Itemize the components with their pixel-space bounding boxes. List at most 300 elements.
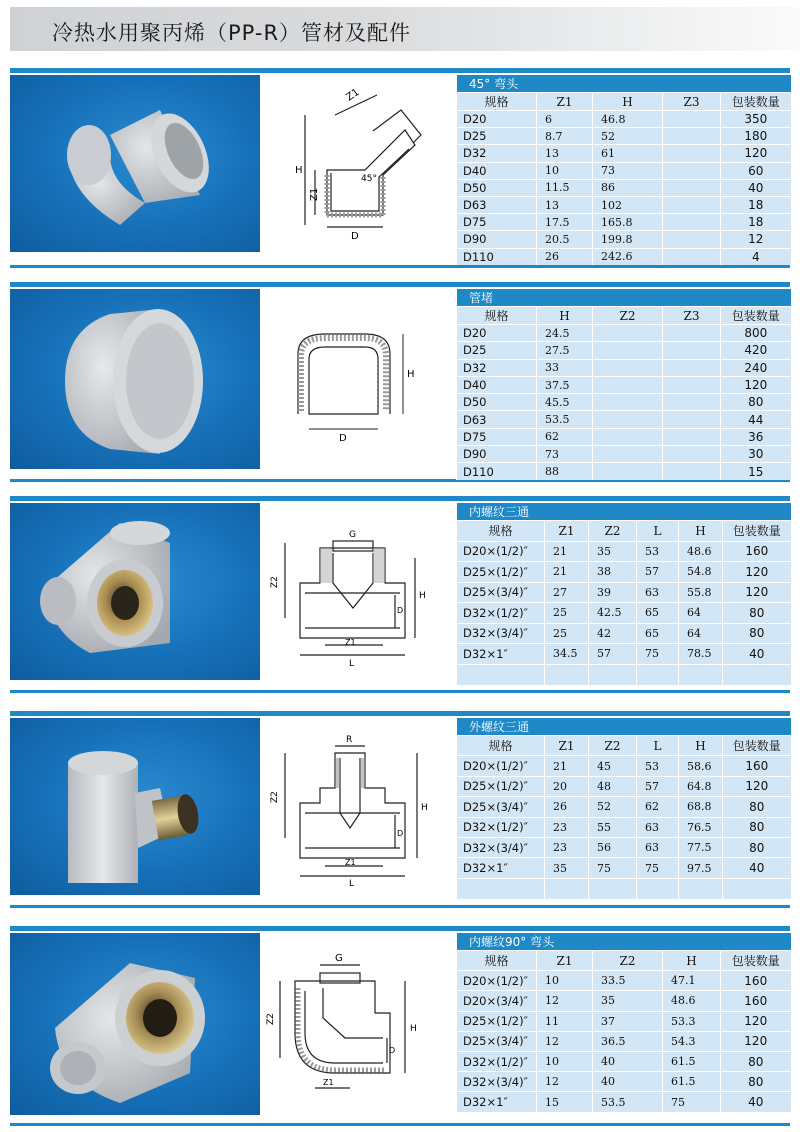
spec-size-cell: D50 — [457, 394, 537, 411]
spec-size-cell: D20 — [457, 111, 537, 128]
package-qty-cell: 60 — [721, 162, 791, 179]
column-header: 包装数量 — [721, 307, 791, 325]
dimension-cell: 73 — [593, 162, 663, 179]
table-header-row — [457, 521, 791, 542]
spec-size-cell: D25×(1/2)″ — [457, 1011, 537, 1031]
section-top-bar — [10, 68, 790, 73]
drawing-label-r: R — [346, 735, 353, 745]
dimension-cell: 165.8 — [593, 214, 663, 231]
package-qty-cell: 120 — [721, 1011, 791, 1031]
column-header: Z2 — [589, 736, 637, 756]
dimension-cell — [593, 376, 663, 393]
spec-size-cell: D110 — [457, 463, 537, 480]
spec-size-cell: D75 — [457, 428, 537, 445]
product-photo-male-thread-tee — [10, 718, 260, 895]
table-title: 内螺纹90° 弯头 — [457, 933, 791, 951]
package-qty-cell: 80 — [723, 623, 791, 644]
spec-size-cell: D25×(1/2)″ — [457, 562, 545, 583]
dimension-cell — [593, 325, 663, 342]
female-thread-tee-photo-icon — [10, 503, 260, 680]
technical-drawing-45-elbow — [265, 75, 455, 252]
spec-size-cell: D32×(1/2)″ — [457, 817, 545, 837]
package-qty-cell: 80 — [723, 603, 791, 624]
dimension-cell — [593, 359, 663, 376]
dimension-cell: 8.7 — [537, 128, 593, 145]
section-top-bar — [10, 496, 790, 501]
dimension-cell — [637, 664, 679, 685]
table-row — [457, 1092, 791, 1112]
table-row — [457, 162, 791, 179]
table-row — [457, 248, 791, 265]
technical-drawing-female-thread-90-elbow — [265, 933, 455, 1115]
dimension-cell: 15 — [537, 1092, 593, 1112]
dimension-cell: 23 — [545, 837, 589, 857]
column-header: 规格 — [457, 93, 537, 111]
package-qty-cell: 120 — [721, 145, 791, 162]
package-qty-cell: 160 — [721, 991, 791, 1011]
package-qty-cell: 30 — [721, 446, 791, 463]
table-row — [457, 582, 791, 603]
dimension-cell: 21 — [545, 756, 589, 776]
dimension-cell — [545, 878, 589, 898]
spec-size-cell: D63 — [457, 196, 537, 213]
drawing-label-z1: Z1 — [345, 638, 356, 647]
drawing-label-z2: Z2 — [270, 576, 280, 588]
column-header: 规格 — [457, 521, 545, 542]
section-body — [10, 289, 790, 482]
dimension-cell: 58.6 — [679, 756, 723, 776]
column-header: H — [679, 736, 723, 756]
drawing-label-d: D — [339, 433, 347, 444]
dimension-cell: 36.5 — [593, 1031, 663, 1051]
drawing-label-angle: 45° — [361, 174, 377, 184]
table-row — [457, 603, 791, 624]
dimension-cell: 65 — [637, 623, 679, 644]
dimension-cell — [593, 394, 663, 411]
dimension-cell: 6 — [537, 111, 593, 128]
table-row — [457, 664, 791, 685]
technical-drawing-female-thread-tee — [265, 503, 455, 680]
table-title-row — [457, 75, 791, 93]
column-header: Z2 — [589, 521, 637, 542]
dimension-cell: 37.5 — [537, 376, 593, 393]
dimension-cell: 88 — [537, 463, 593, 480]
spec-size-cell: D25×(3/4)″ — [457, 582, 545, 603]
package-qty-cell: 120 — [721, 1031, 791, 1051]
dimension-cell — [663, 376, 721, 393]
package-qty-cell: 160 — [721, 971, 791, 991]
dimension-cell — [663, 248, 721, 265]
dimension-cell: 61.5 — [663, 1051, 721, 1071]
table-row — [457, 394, 791, 411]
dimension-cell: 55 — [589, 817, 637, 837]
dimension-cell: 20.5 — [537, 231, 593, 248]
dimension-cell — [663, 196, 721, 213]
dimension-cell: 75 — [637, 858, 679, 878]
dimension-cell: 77.5 — [679, 837, 723, 857]
dimension-cell — [593, 411, 663, 428]
spec-size-cell: D32×(3/4)″ — [457, 1072, 537, 1092]
section-body — [10, 75, 790, 268]
dimension-cell: 37 — [593, 1011, 663, 1031]
package-qty-cell: 40 — [721, 179, 791, 196]
dimension-cell: 65 — [637, 603, 679, 624]
table-row — [457, 1072, 791, 1092]
dimension-cell: 12 — [537, 1072, 593, 1092]
package-qty-cell: 160 — [723, 756, 791, 776]
package-qty-cell: 120 — [723, 562, 791, 583]
drawing-label-l: L — [349, 879, 355, 889]
dimension-cell — [593, 428, 663, 445]
package-qty-cell: 350 — [721, 111, 791, 128]
spec-size-cell: D40 — [457, 162, 537, 179]
dimension-cell: 73 — [537, 446, 593, 463]
package-qty-cell: 120 — [723, 582, 791, 603]
dimension-cell: 78.5 — [679, 644, 723, 665]
table-header-row — [457, 307, 791, 325]
dimension-cell — [545, 664, 589, 685]
dimension-cell — [663, 325, 721, 342]
page-title: 冷热水用聚丙烯（PP-R）管材及配件 — [52, 21, 412, 45]
table-header-row — [457, 951, 791, 971]
elbow-45-photo-icon — [10, 75, 260, 252]
column-header: H — [679, 521, 723, 542]
dimension-cell: 25 — [545, 603, 589, 624]
spec-size-cell: D20 — [457, 325, 537, 342]
dimension-cell — [663, 145, 721, 162]
package-qty-cell: 44 — [721, 411, 791, 428]
dimension-cell: 35 — [593, 991, 663, 1011]
package-qty-cell: 80 — [723, 817, 791, 837]
spec-size-cell: D20×(3/4)″ — [457, 991, 537, 1011]
dimension-cell: 61.5 — [663, 1072, 721, 1092]
spec-size-cell: D25 — [457, 342, 537, 359]
package-qty-cell: 420 — [721, 342, 791, 359]
dimension-cell: 53.3 — [663, 1011, 721, 1031]
table-title: 内螺纹三通 — [457, 503, 791, 521]
table-row — [457, 411, 791, 428]
dimension-cell: 242.6 — [593, 248, 663, 265]
dimension-cell: 26 — [537, 248, 593, 265]
dimension-cell: 86 — [593, 179, 663, 196]
dimension-cell: 53.5 — [593, 1092, 663, 1112]
drawing-label-z1: Z1 — [323, 1078, 334, 1087]
dimension-cell: 62 — [637, 797, 679, 817]
dimension-cell: 64.8 — [679, 776, 723, 796]
drawing-label-h: H — [421, 803, 428, 813]
drawing-label-d: D — [397, 829, 404, 838]
female-thread-90-elbow-photo-icon — [10, 933, 260, 1115]
spec-size-cell: D32×(3/4)″ — [457, 837, 545, 857]
drawing-label-z2: Z2 — [266, 1013, 276, 1025]
spec-size-cell: D25×(3/4)″ — [457, 797, 545, 817]
dimension-cell — [663, 446, 721, 463]
table-row — [457, 971, 791, 991]
table-row — [457, 342, 791, 359]
package-qty-cell: 40 — [721, 1092, 791, 1112]
section-body — [10, 503, 790, 693]
dimension-cell: 53 — [637, 756, 679, 776]
package-qty-cell: 36 — [721, 428, 791, 445]
dimension-cell: 11 — [537, 1011, 593, 1031]
section-body — [10, 718, 790, 908]
dimension-cell — [663, 428, 721, 445]
dimension-cell: 46.8 — [593, 111, 663, 128]
table-header-row — [457, 736, 791, 756]
package-qty-cell: 80 — [723, 797, 791, 817]
page-header — [10, 7, 800, 51]
dimension-cell — [593, 446, 663, 463]
spec-size-cell: D32×1″ — [457, 1092, 537, 1112]
package-qty-cell: 40 — [723, 644, 791, 665]
column-header: L — [637, 736, 679, 756]
drawing-label-d: D — [351, 231, 359, 242]
dimension-cell — [637, 878, 679, 898]
column-header: H — [663, 951, 721, 971]
table-row — [457, 991, 791, 1011]
dimension-cell: 55.8 — [679, 582, 723, 603]
package-qty-cell: 80 — [721, 1072, 791, 1092]
dimension-cell: 54.8 — [679, 562, 723, 583]
dimension-cell — [593, 342, 663, 359]
dimension-cell: 53.5 — [537, 411, 593, 428]
dimension-cell: 42.5 — [589, 603, 637, 624]
drawing-label-l: L — [349, 659, 355, 669]
spec-size-cell: D25×(3/4)″ — [457, 1031, 537, 1051]
spec-table — [456, 289, 791, 480]
column-header: H — [537, 307, 593, 325]
table-title: 外螺纹三通 — [457, 718, 791, 736]
dimension-cell: 12 — [537, 991, 593, 1011]
column-header: 规格 — [457, 736, 545, 756]
dimension-cell: 17.5 — [537, 214, 593, 231]
spec-size-cell: D32×1″ — [457, 858, 545, 878]
drawing-label-g: G — [349, 530, 356, 540]
dimension-cell: 39 — [589, 582, 637, 603]
dimension-cell: 76.5 — [679, 817, 723, 837]
dimension-cell — [663, 128, 721, 145]
spec-size-cell — [457, 878, 545, 898]
dimension-cell: 13 — [537, 196, 593, 213]
table-row — [457, 428, 791, 445]
dimension-cell: 24.5 — [537, 325, 593, 342]
spec-size-cell: D110 — [457, 248, 537, 265]
table-row — [457, 562, 791, 583]
table-row — [457, 231, 791, 248]
table-row — [457, 446, 791, 463]
drawing-label-h: H — [407, 369, 415, 380]
table-row — [457, 878, 791, 898]
dimension-cell: 63 — [637, 817, 679, 837]
table-header-row — [457, 93, 791, 111]
package-qty-cell: 160 — [723, 541, 791, 562]
spec-size-cell: D32×(1/2)″ — [457, 1051, 537, 1071]
table-row — [457, 145, 791, 162]
dimension-cell: 68.8 — [679, 797, 723, 817]
column-header: Z2 — [593, 307, 663, 325]
dimension-cell: 62 — [537, 428, 593, 445]
dimension-cell: 10 — [537, 162, 593, 179]
package-qty-cell: 18 — [721, 196, 791, 213]
drawing-label-z1-side: Z1 — [309, 187, 320, 201]
product-photo-female-thread-90-elbow — [10, 933, 260, 1115]
dimension-cell: 199.8 — [593, 231, 663, 248]
package-qty-cell: 80 — [721, 394, 791, 411]
spec-size-cell: D20×(1/2)″ — [457, 756, 545, 776]
dimension-cell: 33.5 — [593, 971, 663, 991]
product-photo-45-elbow — [10, 75, 260, 252]
spec-size-cell: D90 — [457, 446, 537, 463]
column-header: 规格 — [457, 307, 537, 325]
dimension-cell: 64 — [679, 623, 723, 644]
spec-table-female-thread-tee — [456, 503, 790, 685]
package-qty-cell: 240 — [721, 359, 791, 376]
package-qty-cell — [723, 878, 791, 898]
section-top-bar — [10, 282, 790, 287]
drawing-label-h: H — [419, 591, 426, 601]
dimension-cell — [663, 179, 721, 196]
table-row — [457, 196, 791, 213]
dimension-cell: 35 — [589, 541, 637, 562]
dimension-cell: 27.5 — [537, 342, 593, 359]
section-top-bar — [10, 926, 790, 931]
dimension-cell — [663, 162, 721, 179]
dimension-cell — [663, 359, 721, 376]
female-thread-tee-drawing-icon — [265, 503, 455, 680]
dimension-cell — [663, 394, 721, 411]
drawing-label-g: G — [335, 953, 343, 964]
pipe-cap-photo-icon — [10, 289, 260, 469]
spec-size-cell: D75 — [457, 214, 537, 231]
spec-size-cell: D63 — [457, 411, 537, 428]
dimension-cell: 34.5 — [545, 644, 589, 665]
dimension-cell: 48.6 — [663, 991, 721, 1011]
table-row — [457, 817, 791, 837]
dimension-cell: 38 — [589, 562, 637, 583]
dimension-cell: 13 — [537, 145, 593, 162]
package-qty-cell: 80 — [721, 1051, 791, 1071]
section-top-bar — [10, 711, 790, 716]
package-qty-cell: 80 — [723, 837, 791, 857]
column-header: Z1 — [545, 736, 589, 756]
drawing-label-h: H — [295, 165, 303, 176]
drawing-label-z2: Z2 — [270, 791, 280, 803]
table-row — [457, 111, 791, 128]
table-row — [457, 179, 791, 196]
spec-size-cell: D90 — [457, 231, 537, 248]
package-qty-cell: 18 — [721, 214, 791, 231]
dimension-cell: 23 — [545, 817, 589, 837]
dimension-cell: 10 — [537, 1051, 593, 1071]
dimension-cell — [663, 463, 721, 480]
dimension-cell: 26 — [545, 797, 589, 817]
spec-size-cell: D32×(1/2)″ — [457, 603, 545, 624]
column-header: 包装数量 — [723, 521, 791, 542]
product-photo-female-thread-tee — [10, 503, 260, 680]
package-qty-cell: 40 — [723, 858, 791, 878]
table-row — [457, 776, 791, 796]
package-qty-cell: 800 — [721, 325, 791, 342]
spec-table-female-thread-90-elbow — [456, 933, 790, 1112]
spec-size-cell: D25 — [457, 128, 537, 145]
dimension-cell: 42 — [589, 623, 637, 644]
spec-table-45-elbow — [456, 75, 790, 265]
column-header: L — [637, 521, 679, 542]
table-row — [457, 376, 791, 393]
male-thread-tee-photo-icon — [10, 718, 260, 895]
dimension-cell — [663, 342, 721, 359]
dimension-cell: 10 — [537, 971, 593, 991]
male-thread-tee-drawing-icon — [265, 718, 455, 895]
drawing-label-z1: Z1 — [345, 858, 356, 867]
dimension-cell: 54.3 — [663, 1031, 721, 1051]
female-thread-90-elbow-drawing-icon — [265, 933, 455, 1115]
spec-size-cell: D20×(1/2)″ — [457, 541, 545, 562]
dimension-cell: 52 — [589, 797, 637, 817]
dimension-cell: 45 — [589, 756, 637, 776]
dimension-cell: 75 — [637, 644, 679, 665]
table-row — [457, 1051, 791, 1071]
technical-drawing-male-thread-tee — [265, 718, 455, 895]
spec-table — [456, 503, 791, 685]
dimension-cell: 63 — [637, 837, 679, 857]
elbow-45-drawing-icon — [265, 75, 455, 252]
column-header: 规格 — [457, 951, 537, 971]
dimension-cell: 97.5 — [679, 858, 723, 878]
dimension-cell: 12 — [537, 1031, 593, 1051]
table-title-row — [457, 503, 791, 521]
spec-table-pipe-cap — [456, 289, 790, 480]
package-qty-cell: 120 — [723, 776, 791, 796]
dimension-cell: 45.5 — [537, 394, 593, 411]
table-row — [457, 128, 791, 145]
package-qty-cell: 12 — [721, 231, 791, 248]
dimension-cell: 40 — [593, 1051, 663, 1071]
dimension-cell: 35 — [545, 858, 589, 878]
dimension-cell — [679, 878, 723, 898]
table-row — [457, 325, 791, 342]
dimension-cell: 11.5 — [537, 179, 593, 196]
pipe-cap-drawing-icon — [265, 289, 455, 469]
dimension-cell: 75 — [589, 858, 637, 878]
table-title: 管堵 — [457, 289, 791, 307]
dimension-cell: 48 — [589, 776, 637, 796]
dimension-cell: 102 — [593, 196, 663, 213]
spec-size-cell: D32×1″ — [457, 644, 545, 665]
column-header: Z1 — [537, 93, 593, 111]
table-row — [457, 623, 791, 644]
dimension-cell: 75 — [663, 1092, 721, 1112]
dimension-cell: 52 — [593, 128, 663, 145]
package-qty-cell: 15 — [721, 463, 791, 480]
column-header: Z2 — [593, 951, 663, 971]
table-title-row — [457, 718, 791, 736]
table-title-row — [457, 933, 791, 951]
dimension-cell: 57 — [589, 644, 637, 665]
spec-size-cell: D20×(1/2)″ — [457, 971, 537, 991]
column-header: Z1 — [545, 521, 589, 542]
table-row — [457, 644, 791, 665]
dimension-cell: 57 — [637, 776, 679, 796]
dimension-cell: 56 — [589, 837, 637, 857]
column-header: H — [593, 93, 663, 111]
spec-table-male-thread-tee — [456, 718, 790, 899]
dimension-cell — [593, 463, 663, 480]
table-row — [457, 214, 791, 231]
dimension-cell: 33 — [537, 359, 593, 376]
package-qty-cell: 120 — [721, 376, 791, 393]
dimension-cell: 64 — [679, 603, 723, 624]
